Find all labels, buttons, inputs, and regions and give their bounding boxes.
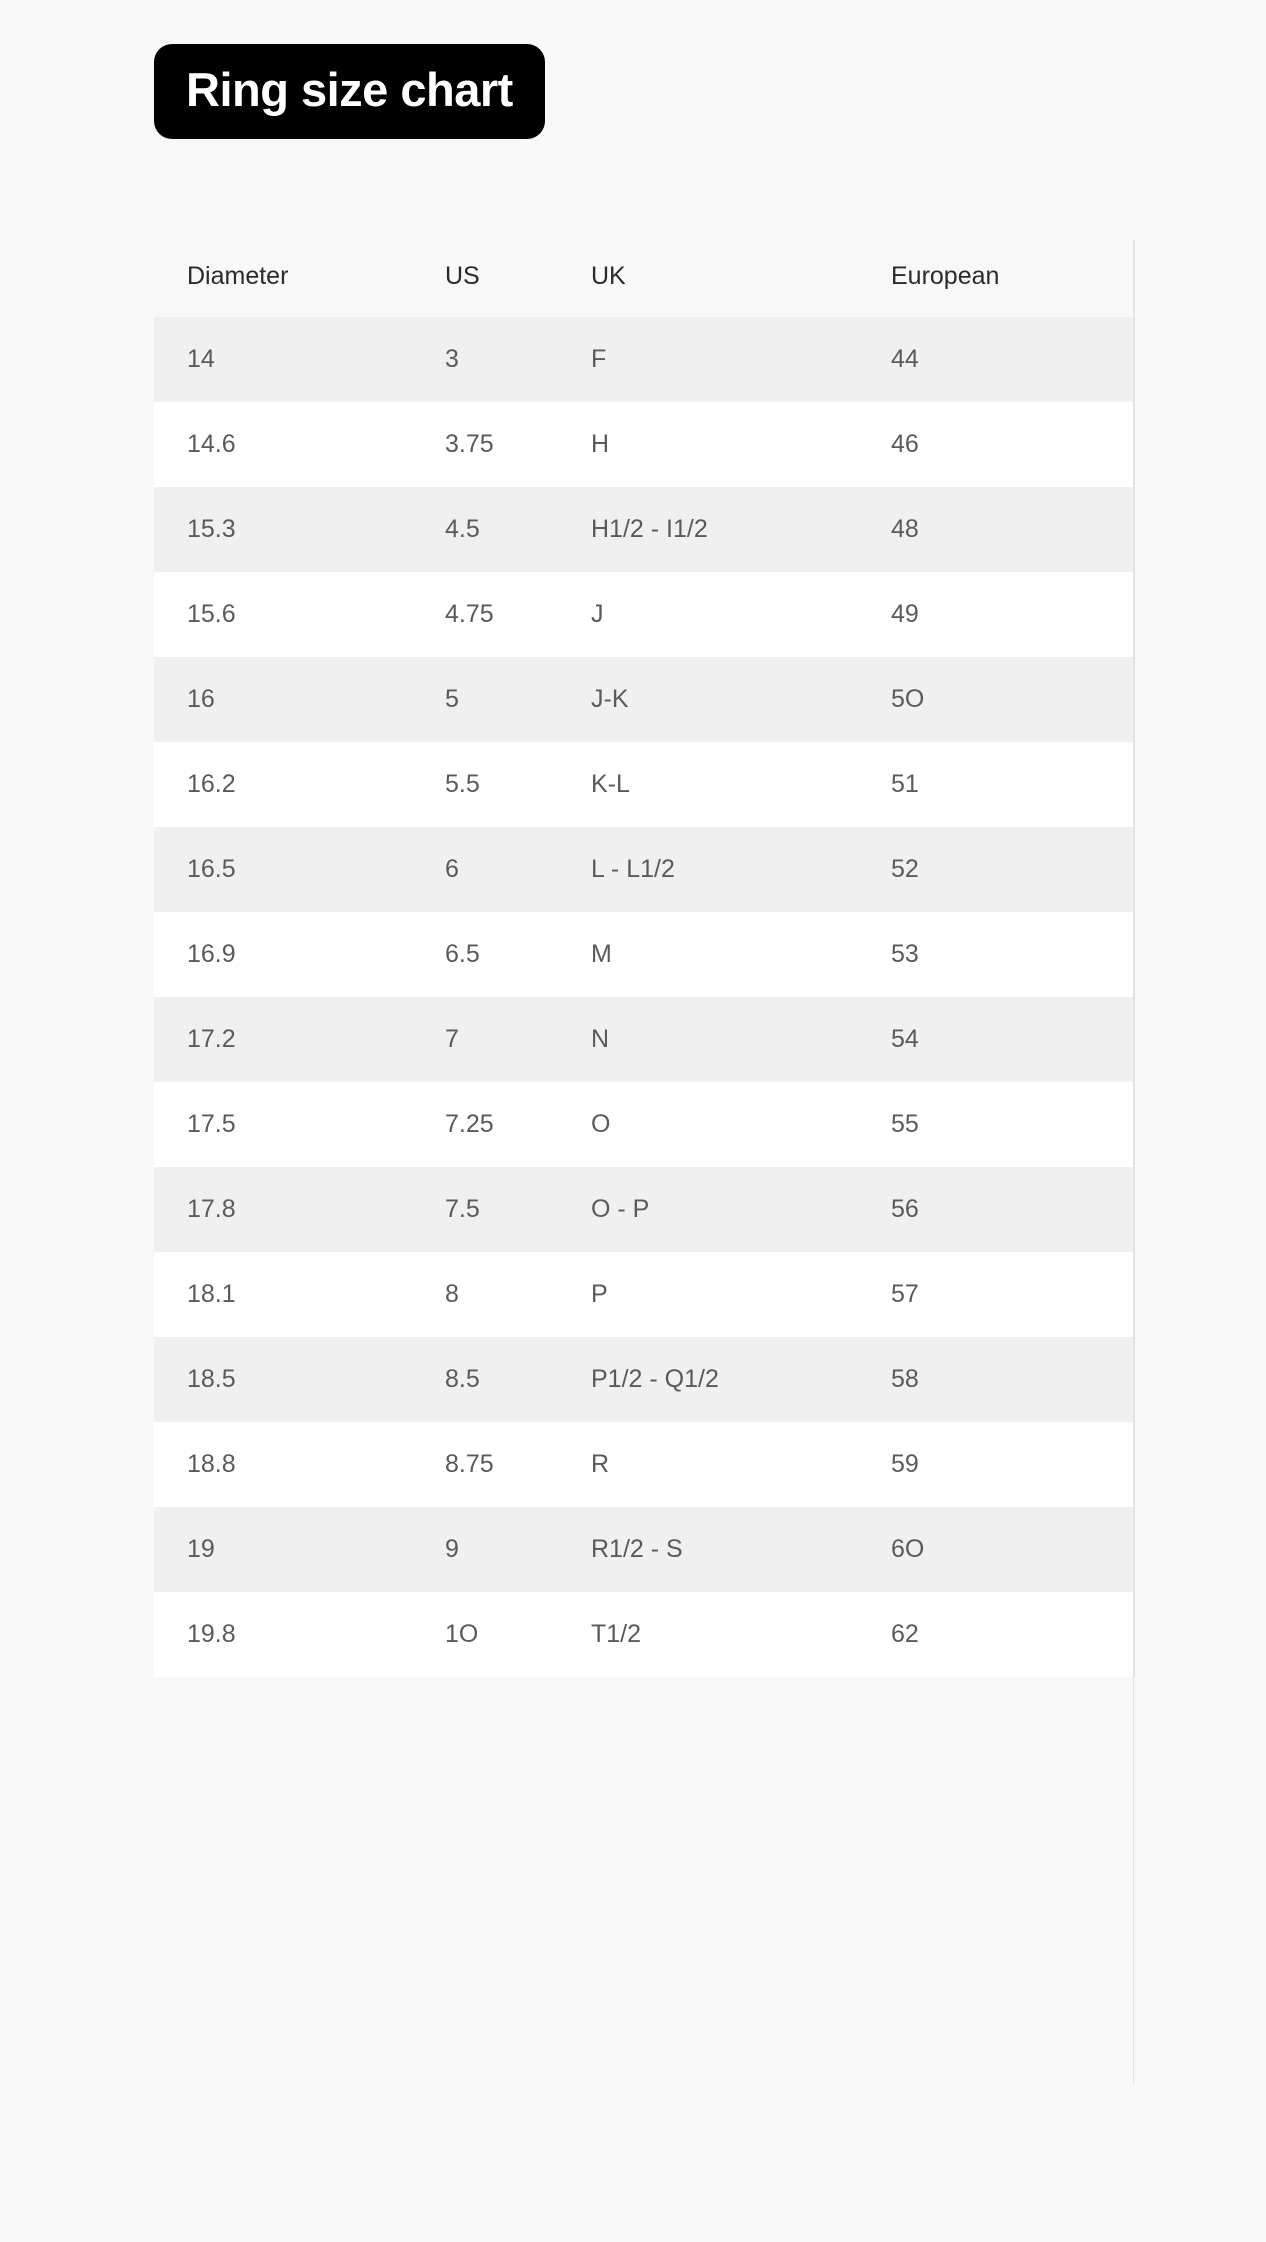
- cell-diameter: 19.8: [154, 1592, 412, 1677]
- cell-diameter: 16.5: [154, 827, 412, 912]
- cell-diameter: 18.1: [154, 1252, 412, 1337]
- cell-diameter: 16: [154, 657, 412, 742]
- cell-diameter: 17.8: [154, 1167, 412, 1252]
- table-header-row: [154, 240, 1134, 317]
- cell-european: 56: [858, 1167, 1134, 1252]
- cell-european: 46: [858, 402, 1134, 487]
- table-row: [154, 1422, 1134, 1507]
- cell-uk: L - L1/2: [558, 827, 858, 912]
- cell-european: 54: [858, 997, 1134, 1082]
- cell-us: 8.5: [412, 1337, 558, 1422]
- cell-uk: M: [558, 912, 858, 997]
- cell-us: 7.25: [412, 1082, 558, 1167]
- table-row: [154, 1592, 1134, 1677]
- cell-us: 8.75: [412, 1422, 558, 1507]
- table-row: [154, 317, 1134, 402]
- cell-diameter: 18.8: [154, 1422, 412, 1507]
- cell-diameter: 17.5: [154, 1082, 412, 1167]
- cell-european: 49: [858, 572, 1134, 657]
- cell-uk: O - P: [558, 1167, 858, 1252]
- table-row: [154, 1082, 1134, 1167]
- cell-uk: J: [558, 572, 858, 657]
- cell-uk: H1/2 - I1/2: [558, 487, 858, 572]
- cell-us: 6.5: [412, 912, 558, 997]
- cell-uk: K-L: [558, 742, 858, 827]
- cell-uk: F: [558, 317, 858, 402]
- cell-us: 9: [412, 1507, 558, 1592]
- cell-diameter: 18.5: [154, 1337, 412, 1422]
- cell-uk: T1/2: [558, 1592, 858, 1677]
- cell-uk: J-K: [558, 657, 858, 742]
- cell-diameter: 16.9: [154, 912, 412, 997]
- cell-diameter: 15.6: [154, 572, 412, 657]
- cell-us: 8: [412, 1252, 558, 1337]
- cell-european: 55: [858, 1082, 1134, 1167]
- cell-uk: N: [558, 997, 858, 1082]
- cell-european: 53: [858, 912, 1134, 997]
- table-row: [154, 487, 1134, 572]
- cell-uk: P: [558, 1252, 858, 1337]
- cell-us: 6: [412, 827, 558, 912]
- table-row: [154, 742, 1134, 827]
- cell-diameter: 14.6: [154, 402, 412, 487]
- table-row: [154, 1337, 1134, 1422]
- cell-european: 58: [858, 1337, 1134, 1422]
- cell-uk: H: [558, 402, 858, 487]
- cell-diameter: 14: [154, 317, 412, 402]
- column-header-diameter: Diameter: [154, 240, 412, 317]
- cell-us: 5: [412, 657, 558, 742]
- cell-uk: R: [558, 1422, 858, 1507]
- cell-us: 5.5: [412, 742, 558, 827]
- table-row: [154, 572, 1134, 657]
- cell-uk: P1/2 - Q1/2: [558, 1337, 858, 1422]
- cell-european: 5O: [858, 657, 1134, 742]
- size-chart-container: [154, 240, 1184, 1677]
- cell-european: 6O: [858, 1507, 1134, 1592]
- cell-us: 4.75: [412, 572, 558, 657]
- cell-uk: R1/2 - S: [558, 1507, 858, 1592]
- table-right-divider: [1133, 240, 1134, 2085]
- cell-european: 62: [858, 1592, 1134, 1677]
- cell-european: 44: [858, 317, 1134, 402]
- cell-us: 1O: [412, 1592, 558, 1677]
- table-row: [154, 912, 1134, 997]
- ring-size-table: [154, 240, 1135, 1677]
- cell-european: 48: [858, 487, 1134, 572]
- cell-european: 52: [858, 827, 1134, 912]
- cell-diameter: 15.3: [154, 487, 412, 572]
- page-title: Ring size chart: [154, 44, 545, 139]
- table-row: [154, 827, 1134, 912]
- cell-uk: O: [558, 1082, 858, 1167]
- column-header-uk: UK: [558, 240, 858, 317]
- table-row: [154, 657, 1134, 742]
- cell-us: 7: [412, 997, 558, 1082]
- cell-european: 51: [858, 742, 1134, 827]
- table-row: [154, 1252, 1134, 1337]
- column-header-us: US: [412, 240, 558, 317]
- table-row: [154, 1167, 1134, 1252]
- table-row: [154, 402, 1134, 487]
- table-row: [154, 1507, 1134, 1592]
- cell-diameter: 17.2: [154, 997, 412, 1082]
- table-body: [154, 317, 1134, 1677]
- cell-european: 57: [858, 1252, 1134, 1337]
- column-header-european: European: [858, 240, 1134, 317]
- cell-us: 4.5: [412, 487, 558, 572]
- cell-us: 7.5: [412, 1167, 558, 1252]
- table-row: [154, 997, 1134, 1082]
- cell-diameter: 16.2: [154, 742, 412, 827]
- cell-us: 3.75: [412, 402, 558, 487]
- table-header: [154, 240, 1134, 317]
- cell-diameter: 19: [154, 1507, 412, 1592]
- page-title-container: [154, 44, 545, 139]
- cell-us: 3: [412, 317, 558, 402]
- cell-european: 59: [858, 1422, 1134, 1507]
